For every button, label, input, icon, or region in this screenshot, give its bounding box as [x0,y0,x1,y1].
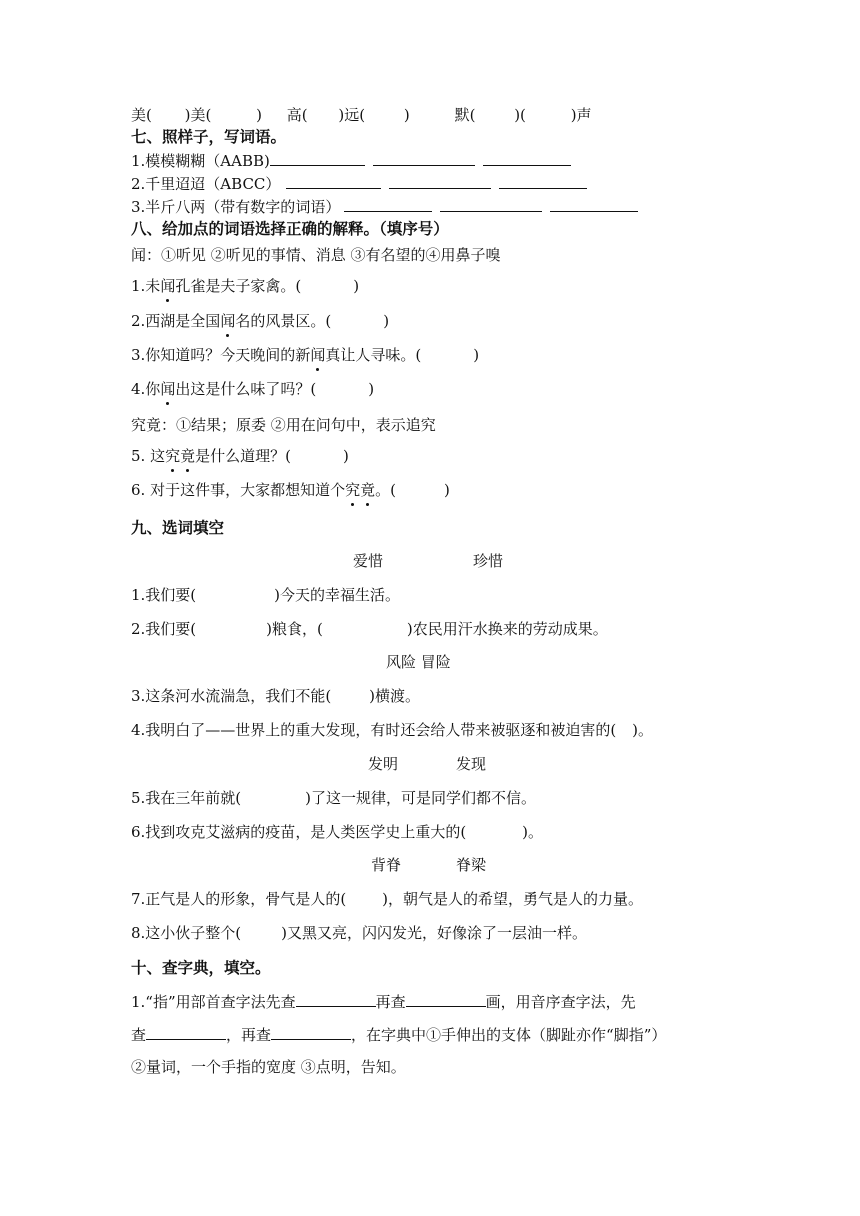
text: ，再查 [226,1026,272,1044]
text: 查 [131,1026,147,1044]
text: 名的风景区。( [235,312,332,330]
text: 6. 对于这件事，大家都想知道个 [131,481,346,499]
text: ) [353,277,360,295]
text: 孔雀是夫子家禽。( [175,277,302,295]
text: 画，用音序查字法，先 [485,993,636,1011]
section-9-title: 九、选词填空 [131,519,225,537]
text: ) [443,481,450,499]
answer-blank[interactable] [296,991,376,1007]
dotted-char: 究 [345,481,361,499]
word-choice-6: 脊梁 [456,856,487,874]
text: ，在字典中①手伸出的支体（脚趾亦作“脚指”） [351,1026,667,1044]
s8-q2 [131,311,389,331]
section-7-title: 七、照样子，写词语。 [131,128,287,146]
dotted-char: 闻 [160,380,176,398]
answer-blank[interactable] [344,196,432,212]
text: 是什么道理？( [195,447,291,465]
s8-q6 [131,480,450,500]
text: ) [473,346,480,364]
dotted-char: 竟 [360,481,376,499]
s9-q5 [131,788,536,808]
text: 。( [375,481,396,499]
text: )粮食，( [266,620,323,638]
s7-item-1 [131,150,579,171]
s10-line-3: ②量词，一个手指的宽度 ③点明，告知。 [131,1058,406,1076]
s9-q6 [131,822,543,842]
text: ) [342,447,349,465]
dotted-char: 竟 [180,447,196,465]
text: )，朝气是人的希望，勇气是人的力量。 [382,890,644,908]
word-choice-pair-2: 风险 冒险 [386,653,451,671]
text: )横渡。 [369,687,421,705]
text: )农民用汗水换来的劳动成果。 [406,620,608,638]
text: )远( [338,106,366,124]
text: 5. 这 [131,447,166,465]
text: 4.你 [131,380,161,398]
s9-q7 [131,889,643,909]
answer-blank[interactable] [270,150,365,166]
text: 3.半斤八两（带有数字的词语） [131,198,341,216]
definition-wen: 闻：①听见 ②听见的事情、消息 ③有名望的④用鼻子嗅 [131,246,501,264]
word-choice-4: 发现 [456,755,487,773]
text: 真让人寻味。( [325,346,422,364]
definition-jiujing: 究竟：①结果；原委 ②用在问句中，表示追究 [131,416,436,434]
text: 8.这小伙子整个( [131,924,242,942]
dotted-char: 闻 [310,346,326,364]
text: 2.千里迢迢（ABCC） [131,175,281,193]
dotted-char: 闻 [160,277,176,295]
s8-q1 [131,276,359,296]
s9-q4 [131,720,653,740]
answer-blank[interactable] [550,196,638,212]
text: 1.“指”用部首查字法先查 [131,993,296,1011]
s10-line-2 [131,1024,666,1045]
s9-q1 [131,585,400,605]
answer-blank[interactable] [499,173,587,189]
answer-blank[interactable] [483,150,571,166]
text: 再查 [375,993,406,1011]
text: 3.你知道吗？今天晚间的新 [131,346,311,364]
text: 1.未 [131,277,161,295]
answer-blank[interactable] [440,196,542,212]
s8-q5 [131,446,349,466]
text: )了这一规律，可是同学们都不信。 [305,789,537,807]
word-choice-2: 珍惜 [473,552,504,570]
word-choice-3: 发明 [368,755,399,773]
text: 出这是什么味了吗？( [175,380,317,398]
text: 7.正气是人的形象，骨气是人的( [131,890,347,908]
s8-q4 [131,379,374,399]
section-8-title: 八、给加点的词语选择正确的解释。（填序号） [131,220,449,238]
text: )美( [184,106,212,124]
section-10-title: 十、查字典，填空。 [131,959,271,977]
word-choice-1: 爱惜 [353,552,384,570]
text: 3.这条河水流湍急，我们不能( [131,687,332,705]
s9-q3 [131,686,420,706]
text: 2.西湖是全国 [131,312,221,330]
s7-item-2 [131,173,595,194]
antonym-fill-line [131,105,592,125]
text: 美( [131,106,152,124]
answer-blank[interactable] [373,150,475,166]
text: ) [256,106,262,124]
s9-q8 [131,923,587,943]
text: ) [403,106,410,124]
answer-blank[interactable] [389,173,491,189]
s7-item-3 [131,196,646,217]
dotted-char: 究 [165,447,181,465]
answer-blank[interactable] [406,991,486,1007]
s10-line-1 [131,991,636,1012]
text: 1.模模糊糊（AABB) [131,152,270,170]
s9-q2 [131,619,608,639]
text: ) [383,312,390,330]
text: 5.我在三年前就( [131,789,242,807]
text: ) [368,380,375,398]
text: 高( [286,106,308,124]
text: )。 [522,823,544,841]
answer-blank[interactable] [286,173,381,189]
dotted-char: 闻 [220,312,236,330]
text: 1.我们要( [131,586,197,604]
answer-blank[interactable] [146,1024,226,1040]
text: )又黑又亮，闪闪发光，好像涂了一层油一样。 [281,924,588,942]
text: )( [514,106,526,124]
answer-blank[interactable] [271,1024,351,1040]
s8-q3 [131,345,479,365]
text: )今天的幸福生活。 [274,586,401,604]
text: 2.我们要( [131,620,197,638]
text: )。 [632,721,654,739]
text: )声 [570,106,592,124]
text: 4.我明白了——世界上的重大发现，有时还会给人带来被驱逐和被迫害的( [131,721,617,739]
word-choice-5: 背脊 [371,856,402,874]
text: 6.找到攻克艾滋病的疫苗，是人类医学史上重大的( [131,823,467,841]
text: 默( [454,106,476,124]
